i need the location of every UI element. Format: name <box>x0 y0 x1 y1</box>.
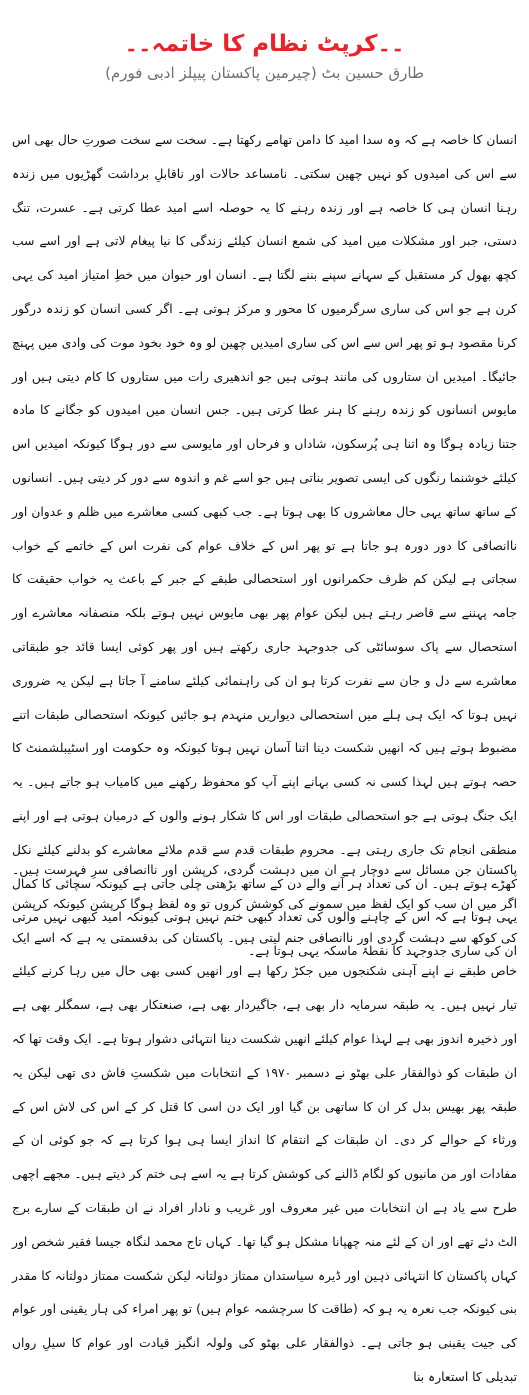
article-byline: طارق حسین بٹ (چیرمین پاکستان پیپلز ادبی فورم) <box>105 64 424 82</box>
article-title: ۔۔کرپٹ نظام کا خاتمہ۔۔ <box>124 31 405 57</box>
article-paragraph: انسان کا خاصہ ہے کہ وہ سدا امید کا دامن تھامے رکھتا ہے۔ سخت سے سخت صورتِ حال بھی اس سے اس کی امیدوں کو نہیں چھین سکتی۔ نامساعد حالات اور ناقابلِ برداشت گھڑیوں میں زندہ رہنا انسان ہی کا خاصہ ہے اور زندہ رہنے کا یہ حوصلہ اسے امید عطا کرتی ہے۔ عسرت، تنگ دستی، جبر اور مشکلات میں امید کی شمع انسان کیلئے زندگی کا نیا پیغام لاتی ہے اور اسے سب کچھ بھول کر مستقبل کے سہانے سپنے بننے لگتا ہے۔ انسان اور حیوان میں خطِ امتیاز امید کی یہی کرن ہے جو اس کی ساری سرگرمیوں کا محور و مرکز ہوتی ہے۔ اگر کسی انسان کو زندہ درگور کرنا مقصود ہو تو پھر اس سے اس کی ساری امیدیں چھین لو وہ خود بخود موت کی وادی میں پہنچ جائیگا۔ امیدیں ان ستاروں کی مانند ہوتی ہیں جو اندھیری رات میں ستاروں کا کام دیتی ہیں اور مایوس انسانوں کو زندہ رہنے کا ہنر عطا کرتی ہیں۔ جس انسان میں امیدوں کو جگانے کا مادہ جتنا زیادہ ہوگا وہ اتنا ہی پُرسکون، شاداں و فرحاں اور مایوسی سے دور ہوگا کیونکہ امیدیں اس کیلئے خوشنما رنگوں کی ایسی تصویر بناتی ہیں جو اسے غم و اندوہ سے دور کر دیتی ہیں۔ انسانوں کے ساتھ ساتھ یہی حال معاشروں کا بھی ہوتا ہے۔ جب کبھی کسی معاشرے میں ظلم و عدوان اور ناانصافی کا دور دورہ ہو جاتا ہے تو پھر اس کے خلاف عوام کی نفرت اس کے خاتمے کے خواب سجاتی ہے لیکن کم ظرف حکمرانوں اور استحصالی طبقے کے جبر کے باعث یہ خواب حقیقت کا جامہ پہننے سے قاصر رہتے ہیں لیکن عوام پھر بھی مایوس نہیں ہوتے بلکہ منصفانہ معاشرے اور استحصال سے پاک سوسائٹی کی جدوجہد جاری رکھتے ہیں اور پھر کوئی ایسا قائد جو طبقاتی معاشرے سے دل و جان سے نفرت کرتا ہو ان کی راہنمائی کیلئے سامنے آ جاتا ہے لیکن یہ ضروری نہیں ہوتا کہ ایک ہی ہلے میں استحصالی دیواریں منہدم ہو جائیں کیونکہ استحصالی طبقات اتنے مضبوط ہوتے ہیں کہ انھیں شکست دینا اتنا آسان نہیں ہوتا کیونکہ وہ حکومت اور اسٹیبلشمنٹ کا حصہ ہوتے ہیں لہذا کسی نہ کسی بہانے اپنے آپ کو محفوظ رکھنے میں کامیاب ہو جاتے ہیں۔ یہ ایک جنگ ہوتی ہے جو استحصالی طبقات اور اس کا شکار ہونے والوں کے درمیان ہوتی ہے اور اپنے منطقی انجام تک جاری رہتی ہے۔ محروم طبقات قدم سے قدم ملائے معاشرے کو بدلنے کیلئے نکل کھڑے ہوتے ہیں۔ ان کی تعداد ہر آنے والے دن کے ساتھ بڑھتی چلی جاتی ہے کیونکہ سچائی کا کمال یہی ہوتا ہے کہ اس کے چاہنے والوں کی تعداد کبھی ختم نہیں ہوتی کیونکہ امید کبھی نہیں مرتی ان کی ساری جدوجہد کا نقطۂ ماسکہ یہی ہوتا ہے۔ <box>12 133 517 959</box>
article-paragraph: پاکستان جن مسائل سے دوچار ہے ان میں دہشت گردی، کرپشن اور ناانصافی سرِ فہرست ہیں۔ اگر میں ان سب کو ایک لفظ میں سمونے کی کوشش کروں تو وہ لفظ ہوگا کرپشن کیونکہ کرپشن کی کوکھ سے دہشت گردی اور ناانصافی جنم لیتی ہیں۔ پاکستان کی بدقسمتی یہ ہے کہ اسے ایک خاص طبقے نے اپنے آہنی شکنجوں میں جکڑ رکھا ہے اور انھیں کسی بھی حال میں رہا کرنے کیلئے تیار نہیں ہیں۔ یہ طبقہ سرمایہ دار بھی ہے، جاگیردار بھی ہے، صنعتکار بھی ہے، سمگلر بھی ہے اور ذخیرہ اندوز بھی ہے لہذا عوام کیلئے انھیں شکست دینا انتہائی دشوار ہوتا ہے۔ ایک وقت تھا کہ ان طبقات کو ذوالفقار علی بھٹو نے دسمبر ۱۹۷۰ کے انتخابات میں شکستِ فاش دی تھی لیکن یہ طبقہ پھر بھیس بدل کر ان کا ساتھی بن گیا اور ایک دن اسی کا قتل کر کے اس کی لاش اس کے ورثاء کے حوالے کر دی۔ ان طبقات کے انتقام کا انداز ایسا ہی ہوا کرتا ہے کہ جو کوئی ان کے مفادات اور من مانیوں کو لگام ڈالنے کی کوشش کرتا ہے یہ اسے ہی ختم کر دیتے ہیں۔ مجھے اچھی طرح سے یاد ہے ان انتخابات میں غیر معروف اور غریب و نادار افراد نے ان طبقات کے سارے برج الٹ دئے تھے اور ان کے لئے منہ چھپانا مشکل ہو گیا تھا۔ کہاں تاج محمد لنگاہ جیسا فقیر شخص اور کہاں پاکستان کا انتہائی ذہین اور ڈیرہ سیاستدان ممتاز دولتانہ لیکن شکست ممتاز دولتانہ کا مقدر بنی کیونکہ جب نعرہ یہ ہو کہ (طاقت کا سرچشمہ عوام ہیں) تو پھر امراء کی ہار یقینی اور عوام کی جیت یقینی ہو جاتی ہے۔ ذوالفقار علی بھٹو کی ولولہ انگیز قیادت اور عوام کا سیلِ رواں تبدیلی کا استعارہ بنا <box>12 863 517 1384</box>
